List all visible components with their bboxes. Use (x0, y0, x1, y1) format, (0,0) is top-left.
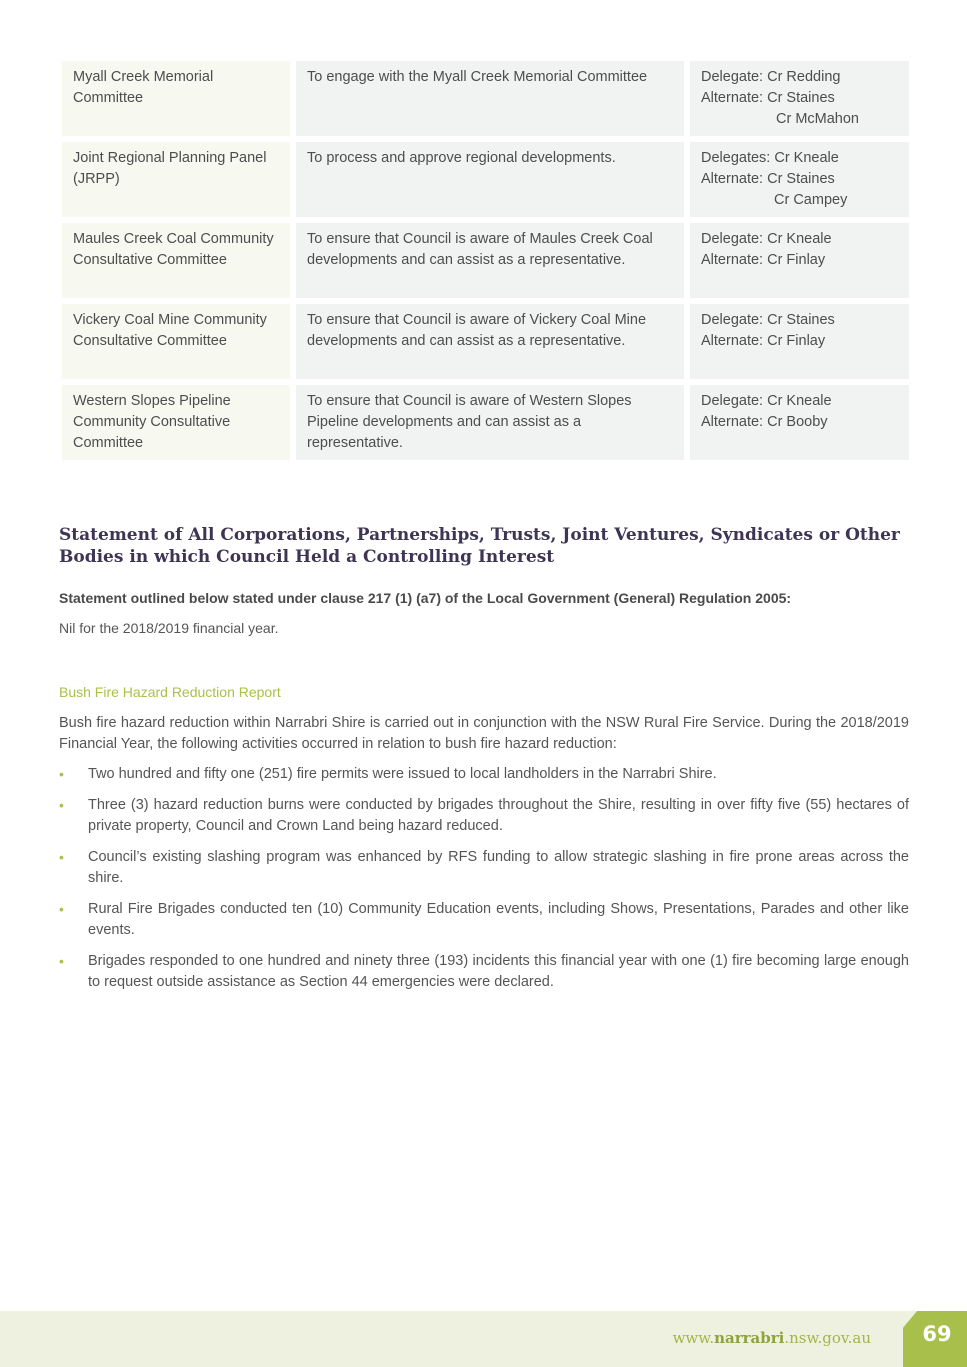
committee-name: Myall Creek Memorial Committee (62, 61, 290, 136)
committee-purpose: To ensure that Council is aware of Vickery Coal Mine developments and can assist as a representative. (296, 304, 684, 379)
rep-line: Alternate: Cr Staines (701, 90, 835, 106)
committee-reps (690, 61, 909, 136)
committee-reps (690, 385, 909, 460)
committee-purpose: To ensure that Council is aware of Maules Creek Coal developments and can assist as a representative. (296, 223, 684, 298)
rep-line: Delegate: Cr Kneale (701, 393, 832, 409)
section-heading: Statement of All Corporations, Partnerships, Trusts, Joint Ventures, Syndicates or Other Bodies in which Council Held a Controlling Interest (59, 525, 900, 567)
list-item (59, 764, 909, 785)
rep-line: Alternate: Cr Booby (701, 414, 828, 430)
table-row (62, 304, 909, 379)
bushfire-intro: Bush fire hazard reduction within Narrabri Shire is carried out in conjunction with the NSW Rural Fire Service. During the 2018/2019 Financial Year, the following activities occurred in relation to bush fire hazard reduction: (59, 715, 909, 752)
bullet-text: Rural Fire Brigades conducted ten (10) Community Education events, including Shows, Presentations, Parades and other like events. (88, 901, 909, 938)
bullet-icon: • (59, 797, 64, 813)
list-item (59, 951, 909, 993)
page-number: 69 (922, 1322, 952, 1346)
rep-line: Alternate: Cr Staines (701, 171, 835, 187)
statement-nil: Nil for the 2018/2019 financial year. (59, 620, 279, 636)
rep-line: Alternate: Cr Finlay (701, 333, 826, 349)
list-item (59, 795, 909, 837)
committee-reps (690, 223, 909, 298)
rep-line: Delegate: Cr Staines (701, 312, 835, 328)
committee-purpose: To process and approve regional developments. (296, 142, 684, 217)
rep-line: Delegate: Cr Kneale (701, 231, 832, 247)
rep-line: Delegate: Cr Redding (701, 69, 841, 85)
list-item (59, 899, 909, 941)
bullet-icon: • (59, 901, 64, 917)
url-brand: narrabri (714, 1329, 785, 1347)
rep-line: Delegates: Cr Kneale (701, 150, 839, 166)
committee-reps (690, 304, 909, 379)
committee-name: Vickery Coal Mine Community Consultative Committee (62, 304, 290, 379)
url-prefix: www. (672, 1329, 715, 1347)
committee-reps (690, 142, 909, 217)
bullet-icon: • (59, 766, 64, 782)
committee-table (62, 61, 909, 466)
url-suffix: .nsw.gov.au (784, 1329, 871, 1347)
committee-name: Joint Regional Planning Panel (JRPP) (62, 142, 290, 217)
bullet-text: Three (3) hazard reduction burns were conducted by brigades throughout the Shire, resulting in over fifty five (55) hectares of private property, Council and Crown Land being hazard reduced. (88, 797, 909, 834)
bullet-icon: • (59, 849, 64, 865)
rep-line: Alternate: Cr Finlay (701, 252, 826, 268)
bullet-text: Two hundred and fifty one (251) fire permits were issued to local landholders in the Narrabri Shire. (88, 766, 717, 782)
rep-line: Cr McMahon (776, 111, 859, 127)
bushfire-heading: Bush Fire Hazard Reduction Report (59, 684, 281, 700)
list-item (59, 847, 909, 889)
table-row (62, 142, 909, 217)
bullet-text: Brigades responded to one hundred and ninety three (193) incidents this financial year with one (1) fire becoming large enough to request outside assistance as Section 44 emergencies were declared. (88, 953, 909, 990)
footer-url[interactable] (673, 1329, 871, 1347)
table-row (62, 61, 909, 136)
committee-purpose: To ensure that Council is aware of Western Slopes Pipeline developments and can assist as a representative. (296, 385, 684, 460)
bullet-text: Council’s existing slashing program was enhanced by RFS funding to allow strategic slashing in fire prone areas across the shire. (88, 849, 909, 886)
table-row (62, 385, 909, 460)
table-row (62, 223, 909, 298)
committee-name: Western Slopes Pipeline Community Consultative Committee (62, 385, 290, 460)
bullet-icon: • (59, 953, 64, 969)
rep-line: Cr Campey (774, 192, 848, 208)
committee-purpose: To engage with the Myall Creek Memorial Committee (296, 61, 684, 136)
statement-clause: Statement outlined below stated under clause 217 (1) (a7) of the Local Government (General) Regulation 2005: (59, 590, 792, 606)
bushfire-bullet-list (59, 764, 909, 1003)
committee-name: Maules Creek Coal Community Consultative Committee (62, 223, 290, 298)
